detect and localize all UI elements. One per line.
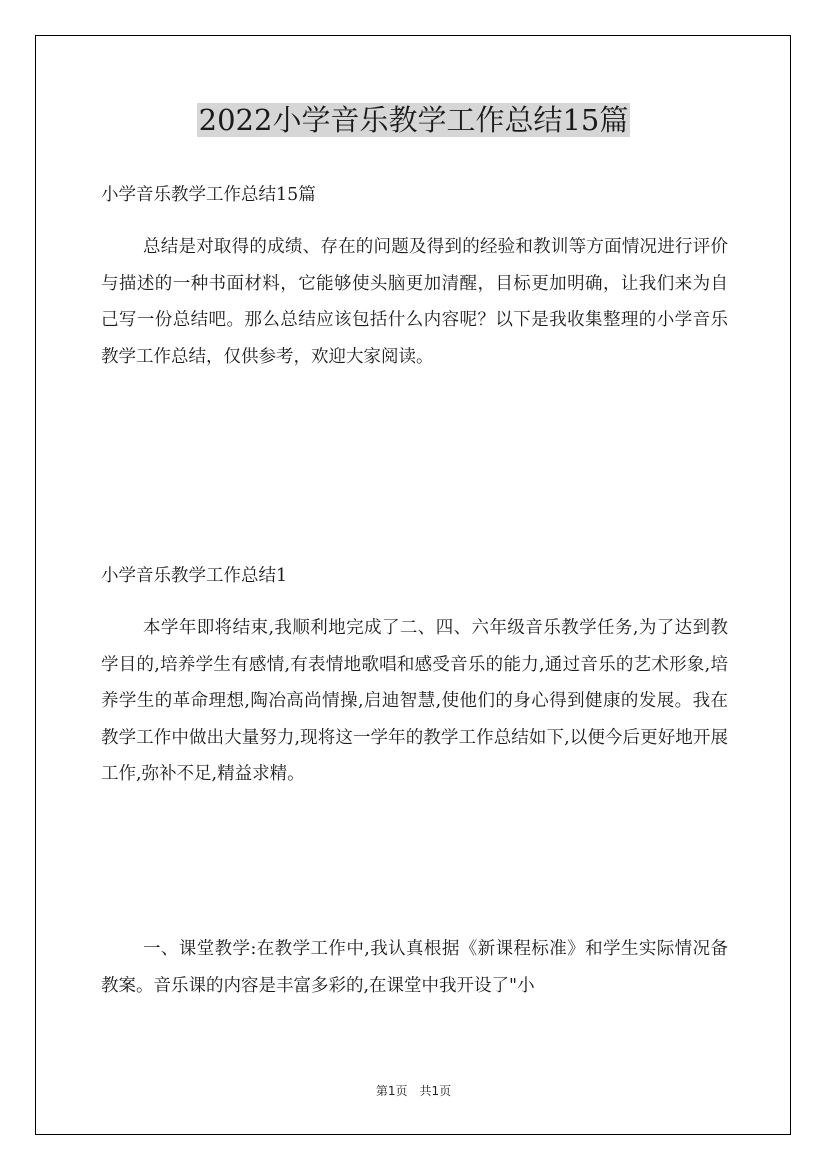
document-subtitle: 小学音乐教学工作总结15篇: [101, 185, 316, 205]
page-number: 第1页: [375, 1084, 408, 1098]
body-paragraph-1: 本学年即将结束,我顺利地完成了二、四、六年级音乐教学任务,为了达到教学目的,培养学生有感情,有表情地歌唱和感受音乐的能力,通过音乐的艺术形象,培养学生的革命理想,陶冶高尚情操,启迪智慧,使他们的身心得到健康的发展。我在教学工作中做出大量努力,现将这一学年的教学工作总结如下,以便今后更好地开展工作,弥补不足,精益求精。: [101, 618, 728, 784]
intro-paragraph: 总结是对取得的成绩、存在的问题及得到的经验和教训等方面情况进行评价与描述的一种书面材料，它能够使头脑更加清醒，目标更加明确，让我们来为自己写一份总结吧。那么总结应该包括什么内容呢？以下是我收集整理的小学音乐教学工作总结，仅供参考，欢迎大家阅读。: [101, 237, 728, 367]
document-title-text: 2022小学音乐教学工作总结15篇: [198, 103, 629, 137]
body-paragraph-2: 一、课堂教学:在教学工作中,我认真根据《新课程标准》和学生实际情况备教案。音乐课的内容是丰富多彩的,在课堂中我开设了"小: [101, 939, 728, 996]
section-heading: 小学音乐教学工作总结1: [101, 566, 288, 586]
page-footer: [0, 1082, 827, 1100]
document-title: [0, 98, 827, 142]
page-total: 共1页: [419, 1084, 452, 1098]
